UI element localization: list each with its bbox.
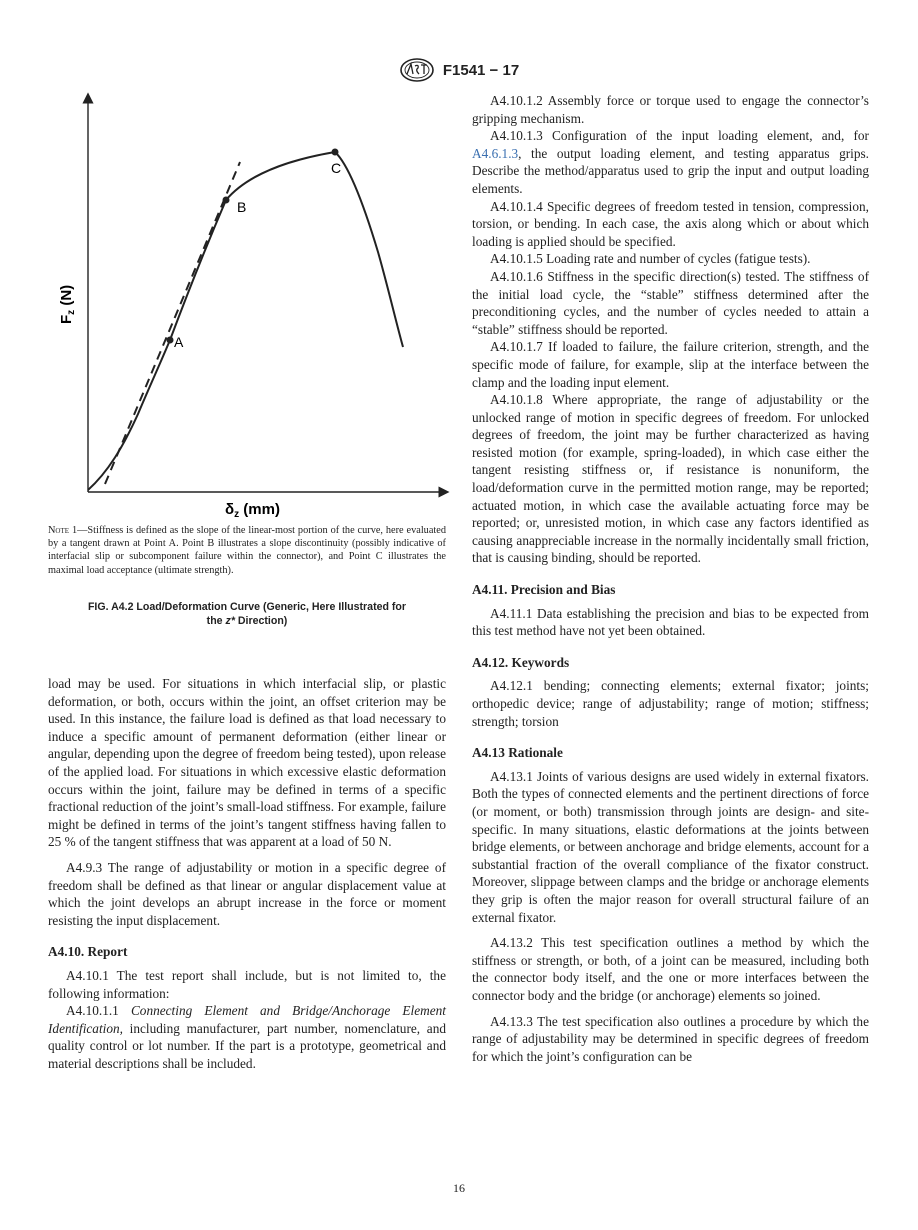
paragraph-a4-10-1-3: A4.10.1.3 Configuration of the input loading element, and, for A4.6.1.3, the output loading element, and testing apparatus grips. Describe the method/apparatus used to grip the input and output loading elements. (472, 128, 869, 196)
x-axis-label: $\delta_z$ (mm) (225, 501, 280, 520)
point-b-label: B (237, 199, 247, 215)
paragraph-a4-10-1-8: A4.10.1.8 Where appropriate, the range of adjustability or the unlocked range of motion in specific degrees of freedom. For unlocked degrees of freedom, the joint may be further characterized as having resisted motion (for example, spring-loaded), in which case either the tangent resisting stiffness or, if resistance is nonuniform, the load/deformation curve in the permitted motion range, may be reported; actuated motion, in which case the available actuating force may be reported; or, unresisted motion, in which case any factors identified as causing anappreciable increase in the normally incidentally small friction, that is causing binding, should be reported. (472, 392, 869, 566)
section-link-a4-6-1-3[interactable]: A4.6.1.3 (472, 145, 519, 161)
paragraph-a4-10-1-5: A4.10.1.5 Loading rate and number of cycles (fatigue tests). (490, 251, 811, 267)
paragraph-a4-12-1: A4.12.1 bending; connecting elements; external fixator; joints; orthopedic device; range of adjustability; range of motion; stiffness; strength; torsion (472, 678, 869, 729)
right-column (472, 92, 869, 1065)
heading-precision-bias: A4.11. Precision and Bias (472, 582, 616, 598)
astm-logo-icon (399, 58, 435, 82)
point-c-marker (332, 149, 339, 156)
paragraph-a4-10-1-7: A4.10.1.7 If loaded to failure, the failure criterion, strength, and the specific mode of failure, for example, slip at the interface between the clamp and the loading input element. (472, 339, 869, 390)
paragraph-a4-10-1-1: A4.10.1.1 Connecting Element and Bridge/Anchorage Element Identification, including manufacturer, part number, nomenclature, and quality control or lot number. If the part is a prototype, geometrical and material descriptions shall be included. (48, 1003, 446, 1071)
paragraph-a4-10-1-2: A4.10.1.2 Assembly force or torque used to engage the connector’s gripping mechanism. (472, 93, 869, 126)
paragraph-a4-11-1: A4.11.1 Data establishing the precision and bias to be expected from this test method have not yet been obtained. (472, 605, 869, 639)
tangent-line (105, 162, 240, 484)
point-b-marker (223, 197, 230, 204)
left-column (48, 675, 446, 1072)
y-axis-label: $F_z$ (N) (58, 284, 77, 324)
load-deformation-figure (48, 92, 446, 520)
heading-rationale: A4.13 Rationale (472, 745, 563, 761)
page-number: 16 (453, 1181, 465, 1195)
figure-note-text: —Stiffness is defined as the slope of the linear-most portion of the curve, here evaluated by a tangent drawn at Point A. Point B illustrates a slope discontinuity (possibly indicative of interfacial slip or subcomponent failure within the connector), and Point C illustrates the maximal load acceptance (ultimate strength). (48, 525, 446, 576)
paragraph-a4-13-3: A4.13.3 The test specification also outlines a procedure by which the range of adjustability may be determined in specific degrees of freedom for which the joint’s configuration can be (472, 1013, 869, 1064)
figure-caption-line2: the z* Direction) (206, 615, 288, 627)
paragraph-a4-10-1-4: A4.10.1.4 Specific degrees of freedom tested in tension, compression, torsion, or bending. In each case, the axis along which or about which loading is applied should be specified. (472, 198, 869, 249)
point-a-marker (167, 337, 174, 344)
paragraph-a4-9-3: A4.9.3 The range of adjustability or motion in a specific degree of freedom shall be defined as that linear or angular displacement value at which the joint develops an abrupt increase in the force or moment resisting the input displacement. (48, 859, 446, 928)
figure-caption (48, 600, 446, 628)
paragraph-a4-13-2: A4.13.2 This test specification outlines a method by which the stiffness or strength, or both, of a joint can be measured, including both the connector body itself, and the one or more interfaces between the connector body and the bridge (or anchorage) elements so joined. (472, 935, 869, 1003)
point-c-label: C (331, 160, 342, 176)
point-a-label: A (174, 334, 184, 350)
page-header (0, 58, 918, 82)
heading-report: A4.10. Report (48, 944, 128, 960)
figure-note-label: Note 1 (48, 525, 78, 536)
designation-code: F1541 − 17 (442, 61, 520, 79)
paragraph-a4-10-1: A4.10.1 The test report shall include, but is not limited to, the following information: (48, 967, 446, 1001)
paragraph-failure-load: load may be used. For situations in which interfacial slip, or plastic deformation, or both, occurs within the joint, an offset criterion may be used. In this instance, the failure load is defined as that load necessary to induce a specific amount of permanent deformation (either linear or angular, depending upon the degree of freedom being tested), upon release of the applied load. For situations in which excessive elastic deformation occurs within the joint, failure may be defined in terms of a specific fractional reduction of the joint’s small-load stiffness. For example, failure might be defined in terms of the joint’s tangent stiffness having fallen to 25 % of the tangent stiffness that was apparent at a load of 50 N. (48, 676, 446, 850)
figure-caption-line1: FIG. A4.2 Load/Deformation Curve (Generic, Here Illustrated for (87, 601, 407, 613)
load-deformation-chart (48, 92, 446, 520)
paragraph-a4-13-1: A4.13.1 Joints of various designs are used widely in external fixators. Both the types of connected elements and the pertinent directions of force (or moment, or both) transmission through joints are design- and site-specific. In many situations, elastic deformations at the joints between bridge elements, or between anchorage and bridge elements, account for a substantial fraction of the overall compliance of the fixator construct. Moreover, slippage between clamps and the bridge or anchorage elements they grip is often the major reason for overall structural failure of an external fixator. (472, 768, 869, 925)
paragraph-a4-10-1-6: A4.10.1.6 Stiffness in the specific direction(s) tested. The stiffness of the initial load cycle, the “stable” stiffness determined after the preconditioning cycles, and the number of cycles needed to attain a “stable” stiffness should be reported. (472, 268, 869, 337)
figure-note (48, 524, 446, 577)
heading-keywords: A4.12. Keywords (472, 654, 570, 670)
